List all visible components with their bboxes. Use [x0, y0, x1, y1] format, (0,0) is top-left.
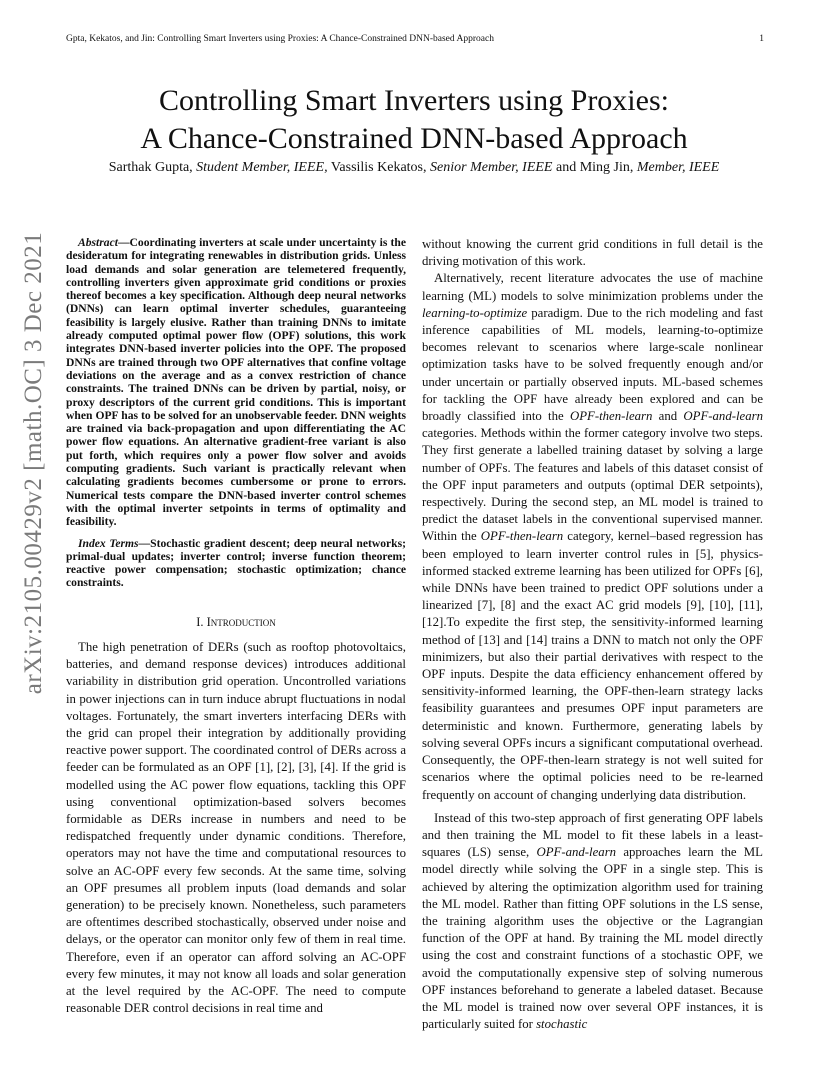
author-1-role: Student Member, IEEE,: [196, 160, 328, 175]
text-span: paradigm. Due to the rich modeling and fast inference capabilities of ML models, learning-to-optimize becomes relevant to scenarios where large-scale nonlinear optimization tasks have to be solved frequently enough and/or under uncertain or partially observed inputs. ML-based schemes for tackling the OPF have already been explored and can be broadly classified into the: [422, 305, 763, 424]
abstract: [66, 236, 406, 529]
author-2: Vassilis Kekatos,: [330, 160, 427, 175]
text-span: approaches learn the ML model directly while solving the OPF in a single step. This is achieved by altering the optimization algorithm used for training the ML model. Rather than fitting OPF solutions in the LS sense, the training algorithm uses the objective or the Lagrangian function of the OPF at hand. By training the ML model directly using the cost and constraint functions of a stochastic OPF, we avoid the computationally expensive step of solving numerous OPF instances beforehand to generate a labeled dataset. Because the ML model is trained now over several OPF instances, it is particularly suited for: [422, 845, 763, 1032]
title-line-2: A Chance-Constrained DNN-based Approach: [140, 122, 688, 155]
index-terms-label: Index Terms: [78, 536, 139, 550]
emphasis: OPF-then-learn: [569, 409, 653, 424]
title-line-1: Controlling Smart Inverters using Proxies:: [159, 84, 669, 117]
emphasis: stochastic: [536, 1017, 588, 1032]
running-title: Gpta, Kekatos, and Jin: Controlling Smart Inverters using Proxies: A Chance-Constrained DNN-based Approach: [66, 34, 494, 44]
emphasis: learning-to-optimize: [422, 305, 528, 320]
abstract-label: Abstract: [78, 236, 118, 249]
text-span: and: [652, 409, 684, 424]
emphasis: OPF-then-learn: [480, 529, 564, 544]
page-number: 1: [759, 34, 764, 44]
right-column: [422, 236, 763, 1033]
emphasis: OPF-and-learn: [683, 409, 763, 424]
text-span: category, kernel–based regression has been employed to learn inverter control rules in [5], physics-informed stacked extreme learning has been utilized for OPFs [6], while DNNs have been trained to predict OPF solutions under a linearized [7], [8] and the exact AC grid models [9], [10], [11], [12].To expedite the first step, the sensitivity-informed learning method of [13] and [14] trains a DNN to match not only the OPF minimizers, but also their partial derivatives with respect to the OPF inputs. Despite the data efficiency enhancement offered by sensitivity-informed learning, the OPF-then-learn strategy lacks feasibility guarantees and presumes OPF input parameters are deterministic and known. Furthermore, generating labels by solving several OPFs incurs a significant computational overhead. Consequently, the OPF-then-learn strategy is not well suited for scenarios where the optimal policies need to be re-learned frequently on account of changing underlying data distribution.: [422, 529, 763, 802]
intro-paragraph: The high penetration of DERs (such as rooftop photovoltaics, batteries, and demand response devices) introduces additional variability in distribution grid operation. Uncontrolled variations in power injections can in turn induce abrupt fluctuations in nodal voltages. Fortunately, the smart inverters interfacing DERs with the grid can propel their integration by additionally providing reactive power support. The coordinated control of DERs across a feeder can be formulated as an OPF [1], [2], [3], [4]. If the grid is modelled using the AC power flow equations, tackling this OPF using conventional optimization-based solvers becomes formidable as DERs increase in numbers and need to be redispatched frequently under dynamic conditions. Therefore, operators may not have the time and computational resources to solve an AC-OPF every few seconds. At the same time, solving an OPF presumes all problem inputs (load demands and solar generation) to be precisely known. Nonetheless, such parameters are oftentimes described stochastically, observed under noise and delays, or the operator can monitor only few of them in real time. Therefore, even if an operator can afford solving an AC-OPF every few minutes, it may not know all loads and solar generation at the level required by the AC-OPF. The need to compute reasonable DER control decisions in real time and: [66, 639, 406, 1016]
index-terms-text: —Stochastic gradient descent; deep neural networks; primal-dual updates; inverter control; inverse function theorem; reactive power compensation; stochastic optimization; chance constraints.: [66, 536, 406, 590]
paragraph-continued: without knowing the current grid conditions in full detail is the driving motivation of this work.: [422, 237, 763, 269]
arxiv-stamp-text: arXiv:2105.00429v2 [math.OC] 3 Dec 2021: [20, 231, 47, 695]
author-2-role: Senior Member, IEEE: [430, 160, 553, 175]
arxiv-stamp: [16, 231, 52, 695]
text-span: categories. Methods within the former category involve two steps. They first generate a labelled training dataset by solving a large number of OPFs. The features and labels of this dataset consist of the OPF input parameters and outputs (optimal DER setpoints), respectively. During the second step, an ML model is trained to predict the dataset labels in the conventional supervised manner. Within the: [422, 426, 763, 544]
author-3: and Ming Jin,: [555, 160, 634, 175]
author-1: Sarthak Gupta,: [108, 160, 193, 175]
paragraph-ml-models: [422, 270, 763, 803]
author-3-role: Member, IEEE: [636, 160, 720, 175]
text-span: Instead of this two-step approach of first generating OPF labels and then training the ML model to fit these labels in a least-squares (LS) sense,: [422, 810, 763, 860]
emphasis: OPF-and-learn: [536, 845, 617, 860]
paragraph-opf-and-learn: [422, 810, 763, 1034]
running-header: [66, 34, 764, 44]
text-span: Alternatively, recent literature advocates the use of machine learning (ML) models to solve minimization problems under the: [422, 271, 763, 303]
paper-title: [0, 82, 828, 158]
abstract-text: —Coordinating inverters at scale under uncertainty is the desideratum for integrating renewables in distribution grids. Unless load demands and solar generation are telemetered frequently, controlling inverters given approximate grid conditions or proxies thereof becomes a key specification. Although deep neural networks (DNNs) can learn optimal inverter schedules, guaranteeing feasibility is largely elusive. Rather than training DNNs to imitate already computed optimal power flow (OPF) solutions, this work integrates DNN-based inverter policies into the OPF. The proposed DNNs are trained through two OPF alternatives that confine voltage deviations on the average and as a convex restriction of chance constraints. The trained DNNs can be driven by partial, noisy, or proxy descriptors of the current grid conditions. This is important when OPF has to be solved for an unobservable feeder. DNN weights are trained via back-propagation and upon differentiating the AC power flow equations. An alternative gradient-free variant is also put forth, which requires only a power flow solver and avoids computing gradients. Such variant is practically relevant when calculating gradients becomes cumbersome or prone to errors. Numerical tests compare the DNN-based inverter control schemes with the optimal inverter setpoints in terms of optimality and feasibility.: [66, 236, 406, 529]
author-list: [0, 160, 828, 176]
left-column: [66, 236, 406, 1017]
index-terms: [66, 537, 406, 590]
section-heading: I. Introduction: [196, 614, 276, 629]
